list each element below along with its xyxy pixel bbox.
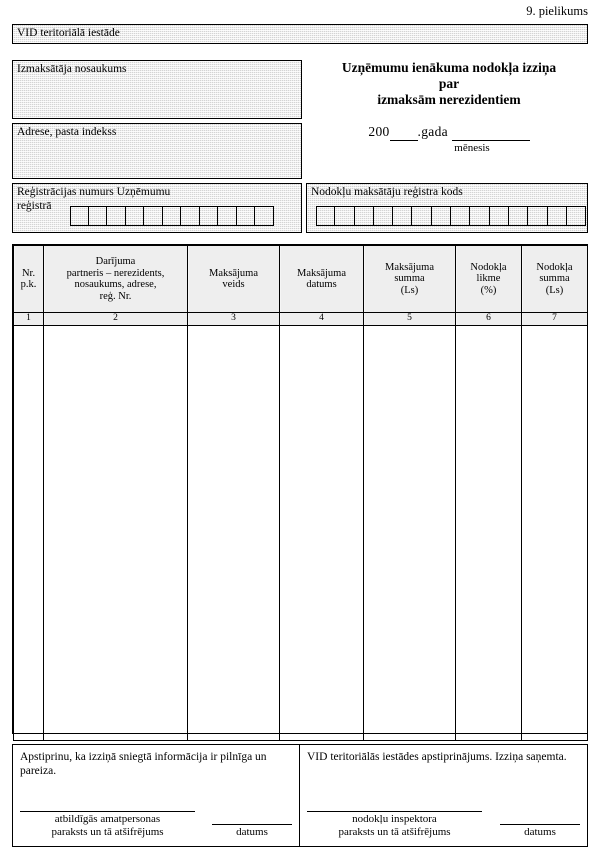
digit-cell[interactable] <box>89 206 108 226</box>
table-row[interactable] <box>14 325 588 740</box>
address-box[interactable] <box>12 123 302 179</box>
responsible-person-signature-line[interactable]: atbildīgās amatpersonas paraksts un tā atšifrējums <box>20 811 195 838</box>
digit-cell[interactable] <box>107 206 126 226</box>
digit-cell[interactable] <box>237 206 256 226</box>
header-cell-2: Maksājuma veids <box>188 246 280 313</box>
taxpayer-code-cells[interactable] <box>316 206 586 226</box>
issuer-name-label: Izmaksātāja nosaukums <box>17 63 127 75</box>
digit-cell[interactable] <box>393 206 412 226</box>
cell-partner[interactable] <box>44 325 188 740</box>
registration-number-label-line1: Reģistrācijas numurs Uzņēmumu <box>17 186 171 198</box>
cell-payment-date[interactable] <box>280 325 364 740</box>
table-body[interactable] <box>14 325 588 740</box>
column-number-2: 2 <box>44 313 188 326</box>
digit-cell[interactable] <box>451 206 470 226</box>
digit-cell[interactable] <box>70 206 89 226</box>
digit-cell[interactable] <box>200 206 219 226</box>
year-suffix: .gada <box>417 124 448 139</box>
right-date-line[interactable]: datums <box>500 824 580 839</box>
table-column-number-row <box>14 313 588 326</box>
issuer-name-box[interactable] <box>12 60 302 119</box>
cell-tax-rate[interactable] <box>456 325 522 740</box>
digit-cell[interactable] <box>509 206 528 226</box>
cell-nr[interactable] <box>14 325 44 740</box>
footer-left <box>13 745 300 846</box>
month-caption: mēnesis <box>454 142 490 154</box>
digit-cell[interactable] <box>374 206 393 226</box>
digit-cell[interactable] <box>548 206 567 226</box>
form-title-line-3: izmaksām nerezidentiem <box>377 92 521 107</box>
digit-cell[interactable] <box>181 206 200 226</box>
vid-confirmation-text: VID teritoriālās iestādes apstiprinājums. Izziņa saņemta. <box>307 751 567 763</box>
cell-payment-amount[interactable] <box>364 325 456 740</box>
cell-tax-amount[interactable] <box>522 325 588 740</box>
registration-number-label-line2: reģistrā <box>17 200 52 212</box>
tax-inspector-signature-line[interactable]: nodokļu inspektora paraksts un tā atšifrējums <box>307 811 482 838</box>
column-number-5: 5 <box>364 313 456 326</box>
month-input-blank[interactable] <box>452 124 530 141</box>
column-number-7: 7 <box>522 313 588 326</box>
registration-number-cells[interactable] <box>70 206 274 226</box>
vid-office-box[interactable] <box>12 24 588 44</box>
header-cell-1: Darījuma partneris – nerezidents, nosaukums, adrese, reģ. Nr. <box>44 246 188 313</box>
column-number-6: 6 <box>456 313 522 326</box>
year-input-blank[interactable] <box>390 124 418 141</box>
digit-cell[interactable] <box>528 206 547 226</box>
taxpayer-code-label: Nodokļu maksātāju reģistra kods <box>311 186 463 198</box>
table-header-row <box>14 246 588 313</box>
digit-cell[interactable] <box>432 206 451 226</box>
declaration-text: Apstiprinu, ka izziņā sniegtā informācija ir pilnīga un pareiza. <box>20 751 267 777</box>
digit-cell[interactable] <box>316 206 335 226</box>
payments-table <box>12 244 588 734</box>
address-label: Adrese, pasta indekss <box>17 126 117 138</box>
column-number-4: 4 <box>280 313 364 326</box>
digit-cell[interactable] <box>163 206 182 226</box>
digit-cell[interactable] <box>567 206 586 226</box>
column-number-3: 3 <box>188 313 280 326</box>
signature-footer <box>12 744 588 847</box>
vid-office-label: VID teritoriālā iestāde <box>17 27 120 39</box>
cell-payment-type[interactable] <box>188 325 280 740</box>
digit-cell[interactable] <box>335 206 354 226</box>
right-signature-row <box>307 811 580 838</box>
digit-cell[interactable] <box>355 206 374 226</box>
digit-cell[interactable] <box>144 206 163 226</box>
digit-cell[interactable] <box>412 206 431 226</box>
annex-number: 9. pielikums <box>526 4 588 18</box>
left-signature-row <box>20 811 292 838</box>
digit-cell[interactable] <box>490 206 509 226</box>
footer-right <box>300 745 587 846</box>
digit-cell[interactable] <box>218 206 237 226</box>
form-title-line-2: par <box>438 76 460 91</box>
header-cell-6: Nodokļa summa (Ls) <box>522 246 588 313</box>
form-title <box>310 60 588 154</box>
left-date-line[interactable]: datums <box>212 824 292 839</box>
header-cell-3: Maksājuma datums <box>280 246 364 313</box>
digit-cell[interactable] <box>126 206 145 226</box>
year-prefix: 200 <box>368 124 390 139</box>
column-number-1: 1 <box>14 313 44 326</box>
period-line <box>310 124 588 141</box>
header-cell-4: Maksājuma summa (Ls) <box>364 246 456 313</box>
digit-cell[interactable] <box>255 206 274 226</box>
digit-cell[interactable] <box>470 206 489 226</box>
header-cell-5: Nodokļa likme (%) <box>456 246 522 313</box>
header-cell-0: Nr. p.k. <box>14 246 44 313</box>
form-title-line-1: Uzņēmumu ienākuma nodokļa izziņa <box>341 60 557 75</box>
